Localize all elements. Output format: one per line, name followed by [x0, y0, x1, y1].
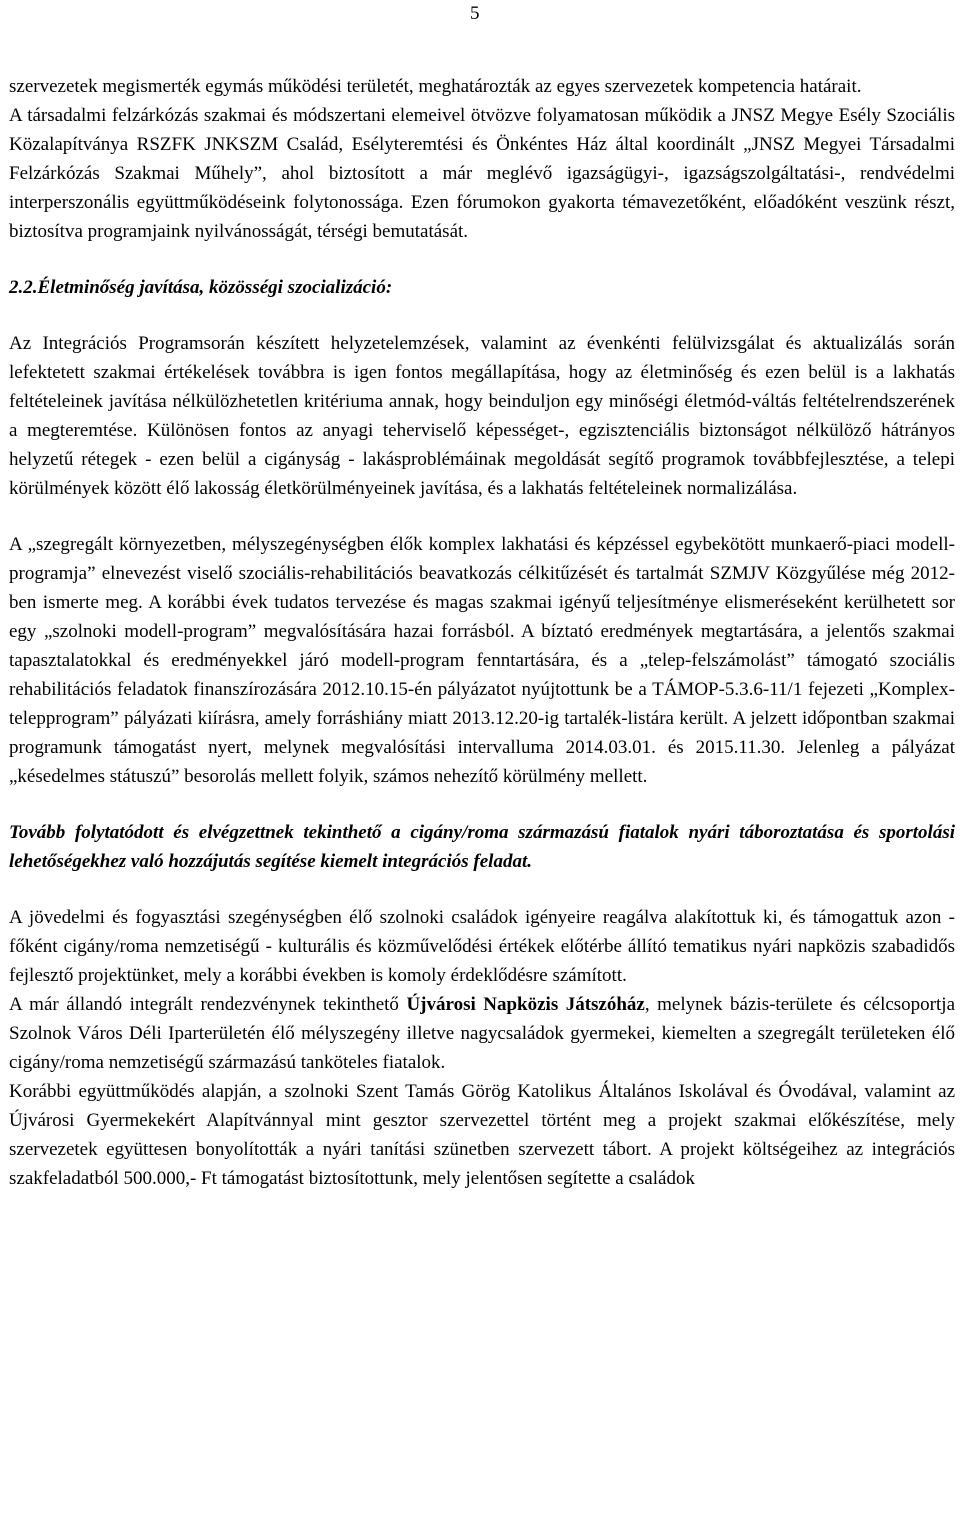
section-number: 2.2.	[9, 277, 38, 298]
paragraph-school-cooperation: Korábbi együttműködés alapján, a szolnoki Szent Tamás Görög Katolikus Általános Iskolával és Óvodával, valamint az Újvárosi Gyermekekért Alapítvánnyal mint gesztor szervezettel történt meg a projekt szakmai előkészítése, mely szervezetek együttesen bonyolították a nyári tanítási szünetben szervezett tábort. A projekt költségeihez az integrációs szakfeladatból 500.000,- Ft támogatást biztosítottunk, mely jelentősen segítette a családok	[9, 1081, 955, 1189]
paragraph-summer-project: A jövedelmi és fogyasztási szegénységben élő szolnoki családok igényeire reagálva alakítottuk ki, és támogattuk azon - főként cigány/roma nemzetiségű - kulturális és közművelődési értékek előtérbe állító tematikus nyári napközis szabadidős fejlesztő projektünket, mely a korábbi években is komoly érdeklődésre számított.	[9, 907, 955, 986]
paragraph-integration-program: Az Integrációs Programsorán készített helyzetelemzések, valamint az évenkénti felülvizsgálat és aktualizálás során lefektetett szakmai értékelések továbbra is igen fontos megállapítása, hogy az életminőség és ezen belül is a lakhatás feltételeinek javítása nélkülözhetetlen kritériuma annak, hogy beinduljon egy minőségi életmód-váltás feltételrendszerének a megteremtése. Különösen fontos az anyagi teherviselő képességet-, egzisztenciális biztonságot nélkülöző hátrányos helyzetű rétegek - ezen belül a cigányság - lakásproblémáinak megoldását segítő programok továbbfejlesztése, a telepi körülmények között élő lakosság életkörülményeinek javítása, és a lakhatás feltételeinek normalizálása.	[9, 333, 955, 499]
paragraph-organizations: szervezetek megismerték egymás működési területét, meghatározták az egyes szervezetek kompetencia határait.	[9, 76, 862, 97]
paragraph-social-inclusion-workshop: A társadalmi felzárkózás szakmai és módszertani elemeivel ötvözve folyamatosan működik a JNSZ Megye Esély Szociális Közalapítványa RSZFK JNKSZM Család, Esélyteremtési és Önkéntes Ház által koordinált „JNSZ Megyei Társadalmi Felzárkózás Szakmai Műhely”, ahol biztosított a már meglévő igazságügyi-, igazságszolgáltatási-, rendvédelmi interperszonális együttműködéseink folytonossága. Ezen fórumokon gyakorta témavezetőként, előadóként veszünk részt, biztosítva programjaink nyilvánosságát, térségi bemutatását.	[9, 105, 955, 242]
playhouse-text-after: , melynek bázis-területe és célcsoportja Szolnok Város Déli Iparterületén élő mélyszegény illetve nagycsaládok gyermekei, kiemelten a szegregált területeken élő cigány/roma nemzetiségű származású tanköteles fiatalok.	[9, 994, 956, 1073]
section-heading	[9, 273, 955, 302]
paragraph-segregated-model-program: A „szegregált környezetben, mélyszegénységben élők komplex lakhatási és képzéssel egybekötött munkaerő-piaci modell-programja” elnevezést viselő szociális-rehabilitációs beavatkozás célkitűzését és tartalmát SZMJV Közgyűlése még 2012-ben ismerte meg. A korábbi évek tudatos tervezése és magas szakmai igényű teljesítménye elismeréseként kerülhetett sor egy „szolnoki modell-program” megvalósítására hazai forrásból. A bíztató eredmények megtartására, a jelentős szakmai tapasztalatokkal és eredményekkel járó modell-program fenntartására, és a „telep-felszámolást” támogató szociális rehabilitációs feladatok finanszírozására 2012.10.15-én pályázatot nyújtottunk be a TÁMOP-5.3.6-11/1 fejezeti „Komplex-telepprogram” pályázati kiírásra, amely forráshiány miatt 2013.12.20-ig tartalék-listára került. A jelzett időpontban szakmai programunk támogatást nyert, melynek megvalósítási intervalluma 2014.03.01. és 2015.11.30. Jelenleg a pályázat „késedelmes státuszú” besorolás mellett folyik, számos nehezítő körülmény mellett.	[9, 534, 955, 787]
paragraph-youth-camps-highlight: Tovább folytatódott és elvégzettnek tekinthető a cigány/roma származású fiatalok nyári táboroztatása és sportolási lehetőségekhez való hozzájutás segítése kiemelt integrációs feladat.	[9, 822, 955, 872]
section-title: Életminőség javítása, közösségi szocializáció:	[37, 277, 393, 298]
page-number: 5	[470, 3, 480, 24]
document-body	[9, 72, 955, 1193]
playhouse-text-before: A már állandó integrált rendezvénynek tekinthető	[9, 994, 407, 1015]
playhouse-name: Újvárosi Napközis Játszóház	[406, 994, 645, 1015]
paragraph-playhouse	[9, 990, 955, 1077]
